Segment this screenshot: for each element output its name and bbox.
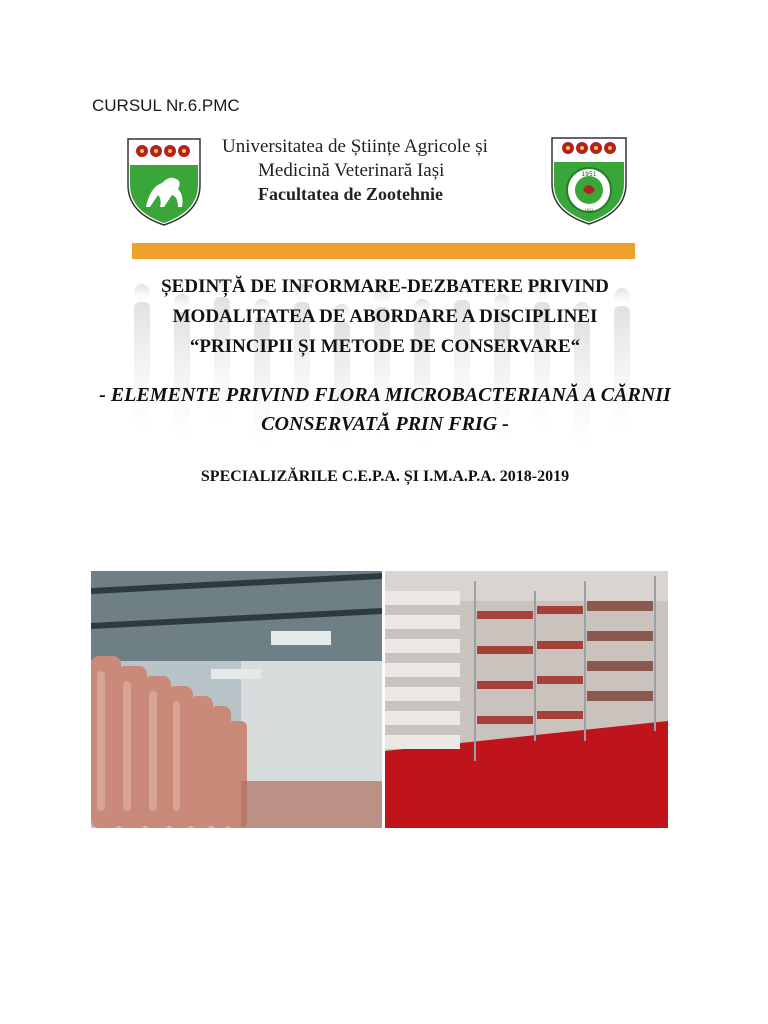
sausage-storage-racks-photo [385, 571, 668, 828]
specializations-line: SPECIALIZĂRILE C.E.P.A. ȘI I.M.A.P.A. 2018-2019 [200, 468, 570, 485]
svg-text:1951: 1951 [581, 171, 597, 178]
subtitle-line1: - ELEMENTE PRIVIND FLORA MICROBACTERIANĂ A CĂRNII [99, 384, 671, 406]
subtitle-line2: CONSERVATĂ PRIN FRIG - [261, 413, 509, 435]
cold-storage-carcasses-photo [91, 571, 382, 828]
university-shield-logo [124, 135, 204, 227]
svg-text:IAȘI: IAȘI [585, 208, 593, 213]
title-line1: ȘEDINȚĂ DE INFORMARE-DEZBATERE PRIVIND [161, 276, 609, 297]
university-name-line2: Medicină Veterinară Iași [258, 160, 445, 181]
faculty-shield-logo [548, 134, 630, 226]
university-name-line1: Universitatea de Științe Agricole și [222, 136, 488, 157]
accent-bar [132, 243, 635, 259]
course-label: CURSUL Nr.6.PMC [92, 96, 240, 115]
title-line2: MODALITATEA DE ABORDARE A DISCIPLINEI [172, 306, 598, 327]
title-line3: “PRINCIPII ȘI METODE DE CONSERVARE“ [189, 336, 581, 357]
faculty-name: Facultatea de Zootehnie [258, 184, 443, 204]
